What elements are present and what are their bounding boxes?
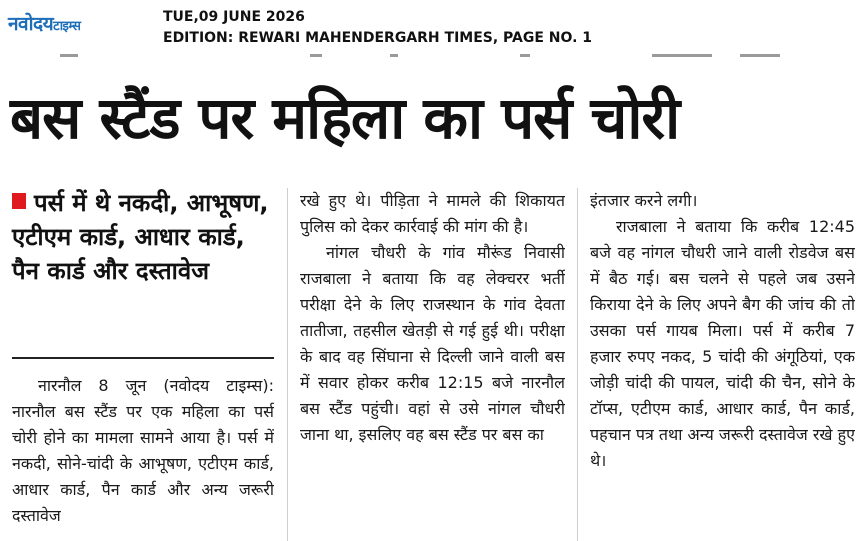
article-kicker xyxy=(12,186,277,288)
article-paragraph: रखे हुए थे। पीड़िता ने मामले की शिकायत पुलिस को देकर कार्रवाई की मांग की है। xyxy=(300,191,565,236)
edition-header xyxy=(0,0,866,56)
edition-date: TUE,09 JUNE 2026 xyxy=(163,9,305,25)
article-column-2 xyxy=(300,188,565,541)
column-divider xyxy=(287,188,288,541)
edition-info: EDITION: REWARI MAHENDERGARH TIMES, PAGE NO. 1 xyxy=(163,30,593,46)
publication-logo xyxy=(8,10,80,36)
logo-main: नवोदय xyxy=(8,13,54,35)
column-divider xyxy=(577,188,578,541)
kicker-text: पर्स में थे नकदी, आभूषण, एटीएम कार्ड, आधार कार्ड, पैन कार्ड और दस्तावेज xyxy=(12,189,269,285)
article-paragraph: नारनौल 8 जून (नवोदय टाइम्स): नारनौल बस स्टैंड पर एक महिला का पर्स चोरी होने का मामला सामने आया है। पर्स में नकदी, सोने-चांदी के आभूषण, एटीएम कार्ड, आधार कार्ड, पैन कार्ड और अन्य जरूरी दस्तावेज xyxy=(12,376,274,525)
article-paragraph: राजबाला ने बताया कि करीब 12:45 बजे वह नांगल चौधरी जाने वाली रोडवेज बस में बैठ गई। बस चलने से पहले जब उसने किराया देने के लिए अपने बैग की जांच की तो उसका पर्स गायब मिला। पर्स में करीब 7 हजार रुपए नकद, 5 चांदी की अंगूठियां, एक जोड़ी चांदी की पायल, चांदी की चैन, सोने के टॉप्स, एटीएम कार्ड, आधार कार्ड, पैन कार्ड, पहचान पत्र तथा अन्य जरूरी दस्तावेज रखे हुए थे। xyxy=(590,217,855,470)
article-paragraph: नांगल चौधरी के गांव मौरूंड निवासी राजबाला ने बताया कि वह लेक्चरर भर्ती परीक्षा देने के लिए राजस्थान के गांव देवता तातीजा, तहसील खेतड़ी से गई हुई थी। परीक्षा के बाद वह सिंघाना से दिल्ली जाने वाली बस में सवार होकर करीब 12:15 बजे नारनौल बस स्टैंड पहुंची। वहां से उसे नांगल चौधरी जाना था, इसलिए वह बस स्टैंड पर बस का xyxy=(300,243,565,444)
logo-small: टाइम्स xyxy=(53,19,81,34)
article-headline: बस स्टैंड पर महिला का पर्स चोरी xyxy=(10,84,680,152)
article-column-3 xyxy=(590,188,855,541)
kicker-divider xyxy=(12,357,274,359)
article-column-1 xyxy=(12,373,274,541)
cropped-text-line xyxy=(0,50,866,62)
article-paragraph: इंतजार करने लगी। xyxy=(590,191,698,210)
red-bullet-icon xyxy=(12,193,26,209)
